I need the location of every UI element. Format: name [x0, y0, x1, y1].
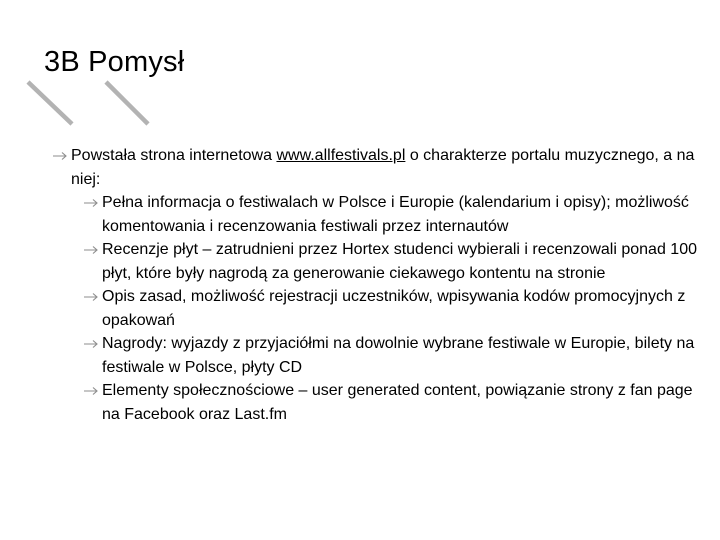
slide-title: 3B Pomysł	[44, 46, 185, 78]
arrow-right-icon	[83, 386, 99, 396]
arrow-right-icon	[83, 339, 99, 349]
sub-bullet-info	[50, 191, 700, 238]
decorative-slashes-icon	[20, 78, 160, 130]
main-bullet	[50, 144, 700, 191]
sub-bullet-text: Recenzje płyt – zatrudnieni przez Hortex studenci wybierali i recenzowali ponad 100 płyt, które były nagrodą za generowanie ciekawego kontentu na stronie	[102, 241, 697, 282]
arrow-right-icon	[83, 292, 99, 302]
main-bullet-text-before: Powstała strona internetowa	[71, 147, 277, 164]
main-bullet-text-after: o charakterze portalu muzycznego, a na niej:	[71, 147, 695, 188]
sub-bullet-text: Elementy społecznościowe – user generated content, powiązanie strony z fan page na Facebook oraz Last.fm	[102, 382, 693, 423]
arrow-right-icon	[83, 198, 99, 208]
decorative-slash-left	[28, 82, 72, 124]
sub-bullet-text: Pełna informacja o festiwalach w Polsce i Europie (kalendarium i opisy); możliwość komentowania i recenzowania festiwali przez internautów	[102, 194, 689, 235]
website-link[interactable]: www.allfestivals.pl	[276, 147, 406, 164]
sub-bullet-prizes	[50, 332, 700, 379]
decorative-slash-right	[106, 82, 148, 124]
sub-bullet-text: Opis zasad, możliwość rejestracji uczestników, wpisywania kodów promocyjnych z opakowań	[102, 288, 686, 329]
sub-bullet-text: Nagrody: wyjazdy z przyjaciółmi na dowolnie wybrane festiwale w Europie, bilety na festiwale w Polsce, płyty CD	[102, 335, 695, 376]
sub-bullet-social	[50, 379, 700, 426]
sub-bullet-reviews	[50, 238, 700, 285]
arrow-right-icon	[83, 245, 99, 255]
sub-bullet-rules	[50, 285, 700, 332]
slide-content	[50, 144, 700, 426]
arrow-right-icon	[52, 151, 68, 161]
